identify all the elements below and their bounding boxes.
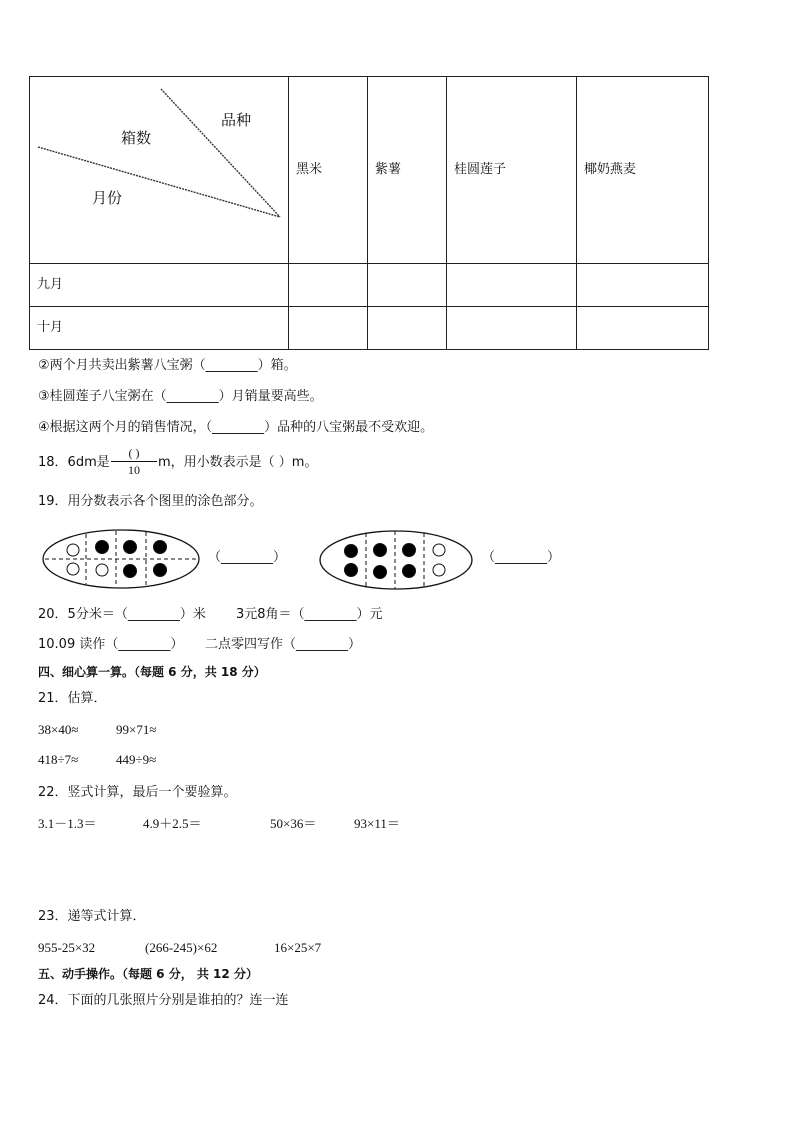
table-header-row bbox=[30, 77, 709, 264]
question-18-prefix: 18．6dm是 bbox=[38, 455, 110, 470]
estimate-item-1: 38×40≈ bbox=[38, 722, 79, 737]
question-20-d: 二点零四写作（________） bbox=[205, 637, 362, 652]
fraction-numerator: ( ) bbox=[111, 446, 157, 462]
question-17-3: ③桂圆莲子八宝粥在（________）月销量要高些。 bbox=[38, 389, 323, 404]
question-20-b: 3元8角＝（________）元 bbox=[236, 607, 383, 622]
header-label-month: 月份 bbox=[92, 189, 123, 207]
stepwise-calc-item-1: 955-25×32 bbox=[38, 940, 96, 955]
empty-dot bbox=[67, 544, 79, 556]
question-22: 22．竖式计算，最后一个要验算。 bbox=[38, 785, 237, 800]
empty-dot bbox=[96, 564, 108, 576]
filled-dot bbox=[345, 545, 358, 558]
filled-dot bbox=[154, 541, 167, 554]
column-header-zishu: 紫薯 bbox=[368, 77, 447, 264]
table-cell[interactable] bbox=[577, 307, 709, 350]
filled-dot bbox=[374, 566, 387, 579]
diagonal-lines bbox=[30, 77, 289, 264]
vertical-calc-item-2: 4.9＋2.5＝ bbox=[143, 816, 202, 831]
diagonal-header-cell bbox=[30, 77, 289, 264]
filled-dot bbox=[403, 544, 416, 557]
empty-dot bbox=[433, 564, 445, 576]
stepwise-calc-item-3: 16×25×7 bbox=[274, 940, 322, 955]
question-19: 19．用分数表示各个图里的涂色部分。 bbox=[38, 494, 263, 509]
filled-dot bbox=[124, 541, 137, 554]
fraction-denominator: 10 bbox=[128, 463, 140, 477]
table-cell[interactable] bbox=[289, 264, 368, 307]
question-19-blank-2: （________） bbox=[482, 550, 561, 565]
section-4-heading: 四、细心算一算。（每题 6 分，共 18 分） bbox=[38, 665, 266, 679]
filled-dot bbox=[96, 541, 109, 554]
sales-table bbox=[29, 76, 709, 350]
table-cell[interactable] bbox=[447, 307, 577, 350]
header-label-variety: 品种 bbox=[221, 111, 252, 129]
table-cell[interactable] bbox=[577, 264, 709, 307]
vertical-calc-item-4: 93×11＝ bbox=[354, 816, 400, 831]
question-21: 21．估算． bbox=[38, 691, 107, 706]
header-label-boxes: 箱数 bbox=[121, 129, 152, 147]
empty-dot bbox=[67, 563, 79, 575]
question-20-a: 20．5分米＝（________）米 bbox=[38, 607, 206, 622]
question-17-2: ②两个月共卖出紫薯八宝粥（________）箱。 bbox=[38, 358, 297, 373]
empty-dot bbox=[433, 544, 445, 556]
estimate-item-2: 99×71≈ bbox=[116, 722, 157, 737]
filled-dot bbox=[403, 565, 416, 578]
column-header-heimi: 黑米 bbox=[289, 77, 368, 264]
oval-figure-2 bbox=[319, 529, 475, 591]
table-cell[interactable] bbox=[289, 307, 368, 350]
estimate-item-4: 449÷9≈ bbox=[116, 752, 157, 767]
table-cell[interactable] bbox=[368, 264, 447, 307]
question-20-c: 10.09 读作（________） bbox=[38, 637, 184, 652]
table-cell[interactable] bbox=[368, 307, 447, 350]
vertical-calc-item-1: 3.1－1.3＝ bbox=[38, 816, 97, 831]
oval-figure-1 bbox=[42, 528, 202, 590]
column-header-yenai: 椰奶燕麦 bbox=[577, 77, 709, 264]
table-cell[interactable] bbox=[447, 264, 577, 307]
fraction bbox=[111, 446, 157, 479]
question-23: 23．递等式计算． bbox=[38, 909, 146, 924]
table-row-september bbox=[30, 264, 709, 307]
section-5-heading: 五、动手操作。（每题 6 分， 共 12 分） bbox=[38, 967, 258, 981]
question-24: 24．下面的几张照片分别是谁拍的？连一连 bbox=[38, 993, 289, 1008]
filled-dot bbox=[374, 544, 387, 557]
stepwise-calc-item-2: (266-245)×62 bbox=[145, 940, 218, 955]
vertical-calc-item-3: 50×36＝ bbox=[270, 816, 317, 831]
question-17-4: ④根据这两个月的销售情况，（________）品种的八宝粥最不受欢迎。 bbox=[38, 420, 434, 435]
question-18-suffix: m，用小数表示是（ ）m。 bbox=[158, 455, 318, 470]
column-header-guiyuan: 桂圆莲子 bbox=[447, 77, 577, 264]
question-19-blank-1: （________） bbox=[208, 550, 287, 565]
filled-dot bbox=[124, 565, 137, 578]
estimate-item-3: 418÷7≈ bbox=[38, 752, 79, 767]
filled-dot bbox=[345, 564, 358, 577]
table-row-october bbox=[30, 307, 709, 350]
filled-dot bbox=[154, 564, 167, 577]
row-label: 十月 bbox=[30, 307, 289, 350]
row-label: 九月 bbox=[30, 264, 289, 307]
